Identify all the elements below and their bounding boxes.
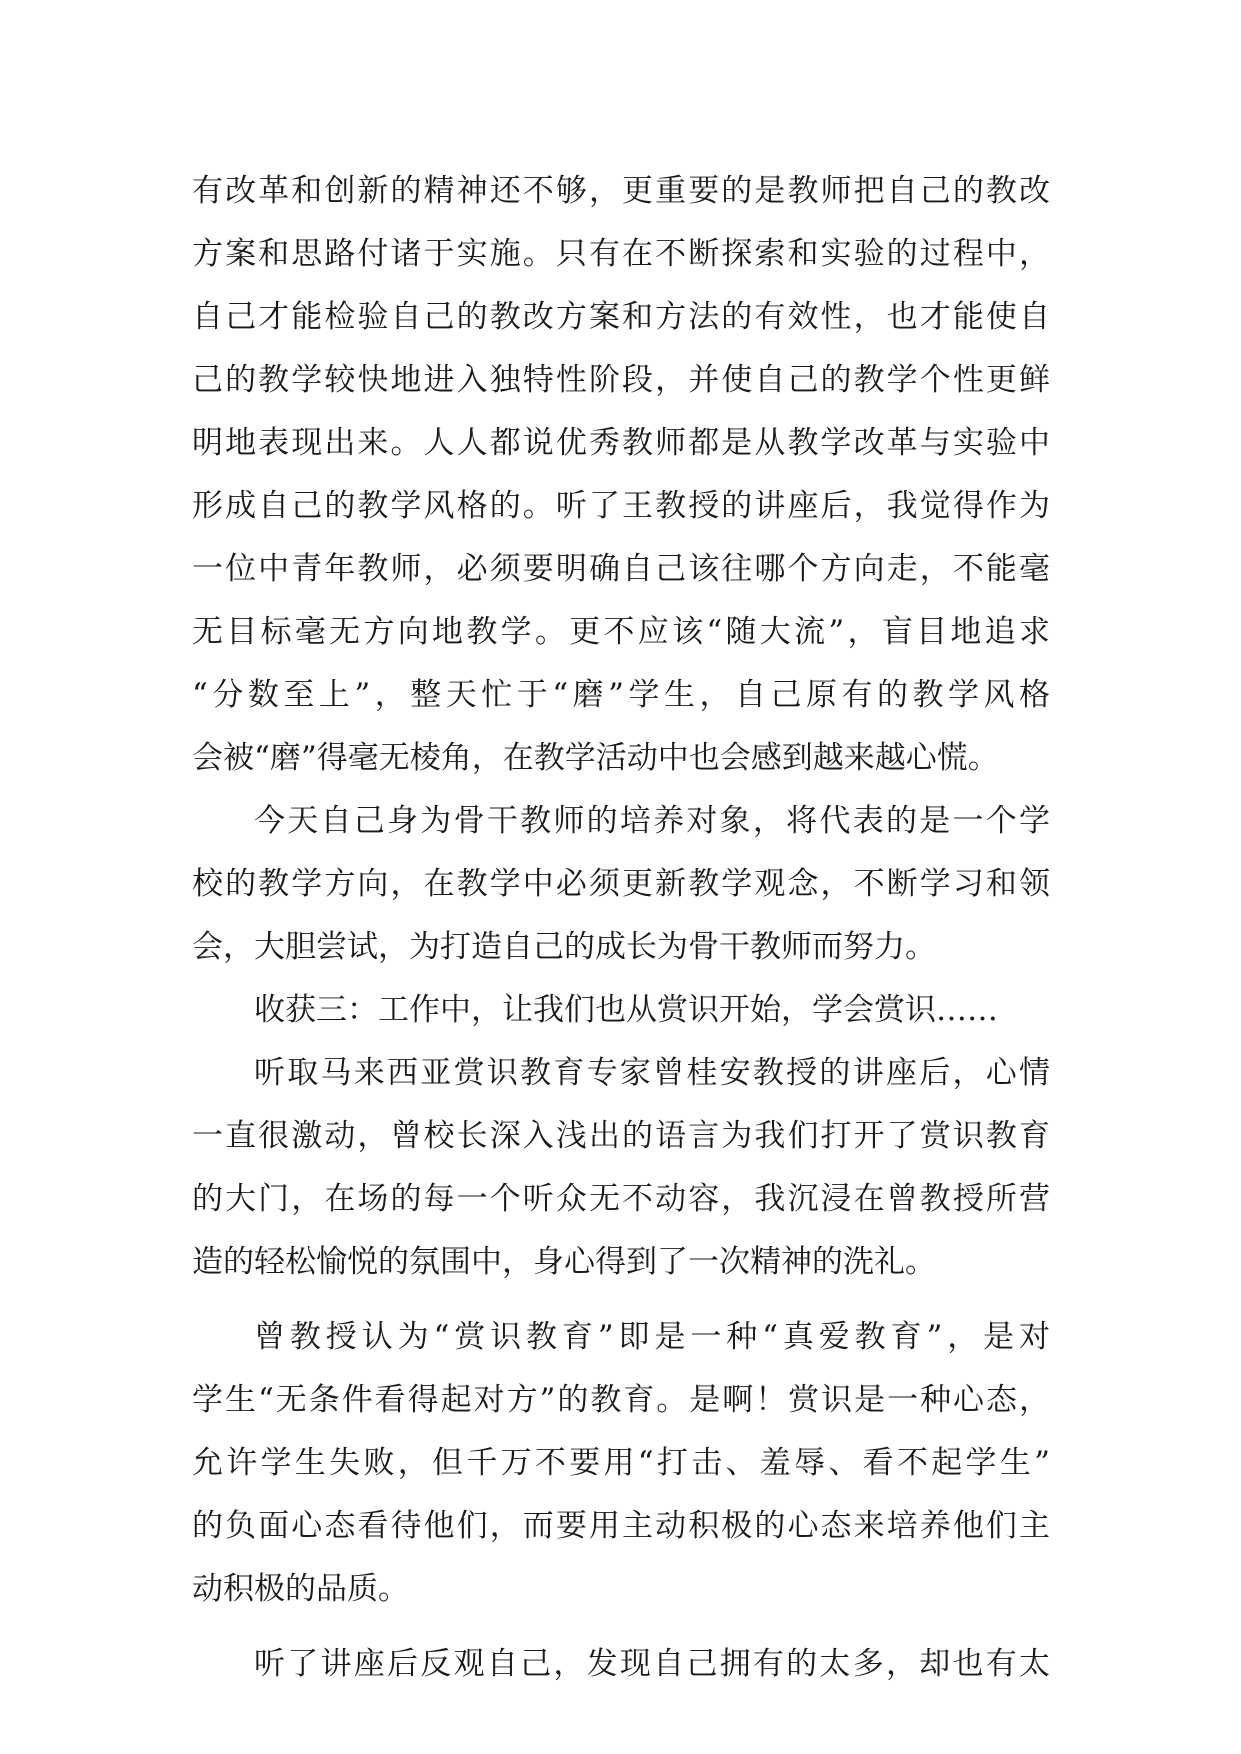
text-line: 动积极的品质。: [192, 1571, 409, 1607]
text-line: 方案和思路付诸于实施。只有在不断探索和实验的过程中，: [192, 236, 1050, 272]
text-line: 允许学生失败，但千万不要用“打击、羞辱、看不起学生”: [192, 1445, 1050, 1481]
text-line: 会，大胆尝试，为打造自己的成长为骨干教师而努力。: [192, 929, 936, 965]
text-line: 校的教学方向，在教学中必须更新教学观念，不断学习和领: [192, 866, 1050, 902]
text-line: 一直很激动，曾校长深入浅出的语言为我们打开了赏识教育: [192, 1118, 1050, 1154]
text-line: 听取马来西亚赏识教育专家曾桂安教授的讲座后，心情: [254, 1055, 1050, 1091]
text-line: 无目标毫无方向地教学。更不应该“随大流”，盲目地追求: [192, 614, 1050, 650]
text-line: 自己才能检验自己的教改方案和方法的有效性，也才能使自: [192, 299, 1050, 335]
text-line: “分数至上”，整天忙于“磨”学生，自己原有的教学风格: [192, 677, 1050, 713]
text-line: 曾教授认为“赏识教育”即是一种“真爱教育”，是对: [254, 1319, 1050, 1355]
text-line: 造的轻松愉悦的氛围中，身心得到了一次精神的洗礼。: [192, 1244, 936, 1280]
paragraph-gap: [192, 1294, 1050, 1306]
text-line: 的负面心态看待他们，而要用主动积极的心态来培养他们主: [192, 1508, 1050, 1544]
text-line: 明地表现出来。人人都说优秀教师都是从教学改革与实验中: [192, 425, 1050, 461]
text-line: 一位中青年教师，必须要明确自己该往哪个方向走，不能毫: [192, 551, 1050, 587]
text-line: 的大门，在场的每一个听众无不动容，我沉浸在曾教授所营: [192, 1181, 1050, 1217]
text-line: 听了讲座后反观自己，发现自己拥有的太多，却也有太: [254, 1646, 1050, 1682]
text-line: 有改革和创新的精神还不够，更重要的是教师把自己的教改: [192, 173, 1050, 209]
text-line: 形成自己的教学风格的。听了王教授的讲座后，我觉得作为: [192, 488, 1050, 524]
section-heading: 收获三：工作中，让我们也从赏识开始，学会赏识……: [254, 992, 998, 1028]
text-line: 今天自己身为骨干教师的培养对象，将代表的是一个学: [254, 803, 1050, 839]
body-text: [192, 160, 1050, 1696]
text-line: 会被“磨”得毫无棱角，在教学活动中也会感到越来越心慌。: [192, 740, 999, 776]
text-line: 己的教学较快地进入独特性阶段，并使自己的教学个性更鲜: [192, 362, 1050, 398]
paragraph-gap: [192, 1621, 1050, 1633]
text-line: 学生“无条件看得起对方”的教育。是啊！赏识是一种心态，: [192, 1382, 1050, 1418]
